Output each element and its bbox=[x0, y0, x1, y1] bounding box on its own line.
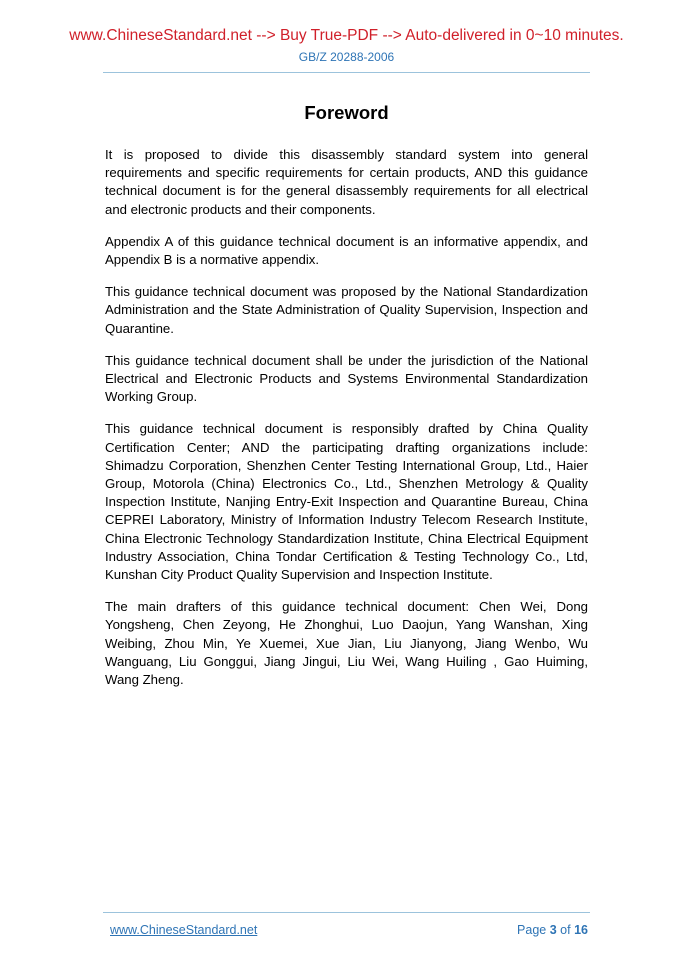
page-of: of bbox=[560, 923, 571, 937]
paragraph: This guidance technical document was proposed by the National Standardization Administration and the State Administration of Quality Supervision, Inspection and Quarantine. bbox=[105, 284, 588, 336]
footer-website-link[interactable]: www.ChineseStandard.net bbox=[110, 923, 258, 937]
paragraph: Appendix A of this guidance technical document is an informative appendix, and Appendix B is a normative appendix. bbox=[105, 233, 588, 268]
page-title: Foreword bbox=[304, 102, 389, 123]
footer-divider bbox=[103, 912, 590, 913]
header-banner: www.ChineseStandard.net --> Buy True-PDF --> Auto-delivered in 0~10 minutes. bbox=[69, 27, 624, 44]
page-total: 16 bbox=[574, 923, 588, 937]
paragraph: It is proposed to divide this disassembly standard system into general requirements and specific requirements for certain products, AND this guidance technical document is for the general disassembly requirements for all electrical and electronic products and their components. bbox=[105, 147, 588, 217]
header-divider bbox=[103, 72, 590, 73]
page-number bbox=[517, 923, 588, 937]
page-label: Page bbox=[517, 923, 547, 937]
paragraph: This guidance technical document shall be under the jurisdiction of the National Electrical and Electronic Products and Systems Environmental Standardization Working Group. bbox=[105, 352, 588, 405]
foreword-body bbox=[105, 146, 588, 703]
page-current: 3 bbox=[549, 923, 557, 937]
paragraph: This guidance technical document is responsibly drafted by China Quality Certification Center; AND the participating drafting organizations include: Shimadzu Corporation, Shenzhen Center Testing International Group, Ltd., Haier Group, Motorola (China) Electronics Co., Ltd., Shenzhen Metrology & Quality Inspection Institute, Nanjing Entry-Exit Inspection and Quarantine Bureau, China CEPREI Laboratory, Ministry of Information Industry Telecom Research Institute, China Electronic Technology Standardization Institute, China Electrical Equipment Industry Association, China Tondar Certification & Testing Technology Co., Ltd, Kunshan City Product Quality Supervision and Inspection Institute. bbox=[105, 421, 588, 583]
document-id: GB/Z 20288-2006 bbox=[298, 50, 395, 64]
paragraph: The main drafters of this guidance technical document: Chen Wei, Dong Yongsheng, Chen Zeyong, He Zhonghui, Luo Daojun, Yang Wanshan, Xing Weibing, Zhou Min, Ye Xuemei, Xue Jian, Liu Jianyong, Jiang Wenbo, Wu Wanguang, Liu Gonggui, Jiang Jingui, Liu Wei, Wang Huiling , Gao Huiming, Wang Zheng. bbox=[105, 599, 588, 688]
